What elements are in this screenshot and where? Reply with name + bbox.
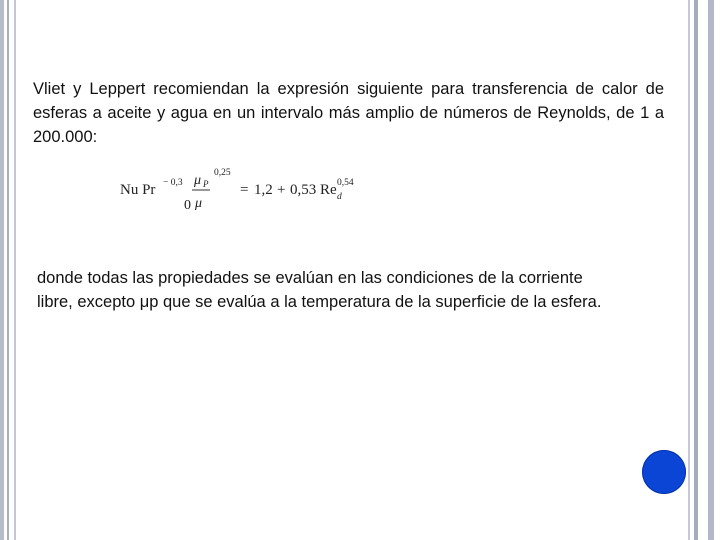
explanation-line-2: libre, excepto μp que se evalúa a la temperatura de la superficie de la esfera.	[37, 293, 602, 311]
eq-re-exponent: 0,54	[337, 178, 354, 188]
eq-nu-pr: Nu Pr	[120, 182, 156, 198]
eq-re-subscript: d	[337, 192, 342, 202]
eq-mu-numerator: μ	[194, 173, 202, 188]
equation	[118, 162, 378, 218]
left-decorative-bar	[0, 0, 22, 540]
blue-circle-decoration	[642, 450, 686, 494]
eq-constant: 1,2	[254, 182, 273, 198]
equation-svg	[118, 162, 378, 218]
eq-pr-exponent: − 0,3	[163, 178, 183, 188]
eq-denominator-prefix: 0	[184, 198, 191, 213]
eq-coefficient: 0,53	[290, 182, 317, 198]
explanation-line-1: donde todas las propiedades se evalúan en las condiciones de la corriente	[37, 269, 583, 287]
eq-mu-denominator: μ	[195, 196, 203, 211]
right-decorative-bar	[686, 0, 720, 540]
eq-equals: =	[240, 182, 249, 198]
intro-paragraph: Vliet y Leppert recomiendan la expresión siguiente para transferencia de calor de esferas a aceite y agua en un intervalo más amplio de números de Reynolds, de 1 a 200.000:	[33, 80, 664, 146]
explanation-paragraph	[37, 266, 667, 314]
eq-fraction-exponent: 0,25	[214, 168, 231, 178]
eq-plus: +	[277, 182, 286, 198]
eq-reynolds: Re	[320, 182, 337, 198]
eq-mu-subscript: P	[203, 179, 209, 189]
